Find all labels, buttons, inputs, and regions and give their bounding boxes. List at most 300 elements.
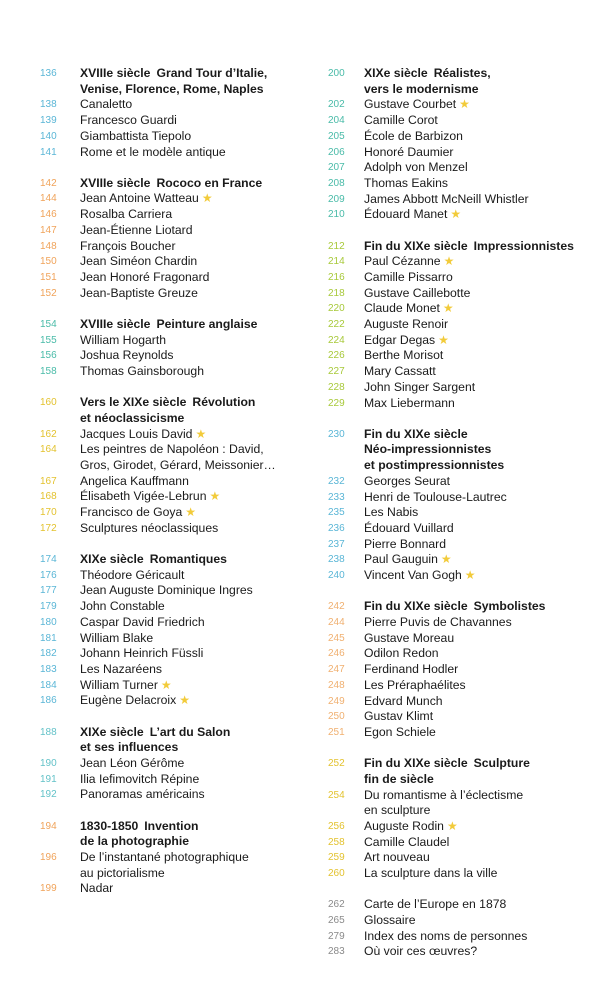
page-number: 262 [328, 899, 345, 911]
star-icon: ★ [201, 191, 213, 206]
page-number: 194 [40, 820, 57, 832]
entry-text [80, 631, 310, 647]
entry-title: au pictorialisme [80, 865, 165, 880]
page-number: 279 [328, 930, 345, 942]
page-number: 196 [40, 851, 57, 863]
toc-entry-jean-baptiste-greuze [40, 286, 310, 302]
entry-title: Edgar Degas [364, 332, 436, 347]
toc-entry-jacques-louis-david [40, 427, 310, 443]
toc-entry-les-preraphaelites [328, 678, 568, 694]
page-number: 170 [40, 507, 57, 519]
section-title: Réalistes, [433, 66, 491, 80]
toc-entry-pierre-bonnard [328, 537, 568, 553]
entry-text [80, 474, 310, 490]
toc-entry-paul-cezanne [328, 254, 568, 270]
section-title: et néoclassicisme [80, 410, 185, 425]
entry-text [80, 348, 310, 364]
toc-entry-ecole-de-barbizon [328, 129, 568, 145]
entry-text [364, 756, 568, 772]
page-number: 207 [328, 162, 345, 174]
toc-entry-francisco-de-goya [40, 505, 310, 521]
entry-title: François Boucher [80, 238, 176, 253]
entry-title: Vincent Van Gogh [364, 568, 462, 583]
toc-entry-giambattista-tiepolo [40, 129, 310, 145]
entry-text [80, 113, 310, 129]
page-number: 224 [328, 334, 345, 346]
section-title: Rococo en France [156, 175, 263, 190]
entry-title: Joshua Reynolds [80, 348, 174, 363]
toc-entry-gustave-caillebotte [328, 286, 568, 302]
entry-title: Mary Cassatt [364, 364, 436, 379]
page-number: 249 [328, 695, 345, 707]
toc-section [40, 317, 310, 380]
entry-title: Art nouveau [364, 850, 430, 865]
toc-entry-william-turner [40, 678, 310, 694]
section-heading-line [40, 176, 310, 192]
page-number: 148 [40, 240, 57, 252]
entry-title: Gustave Courbet [364, 97, 457, 112]
entry-title: Eugène Delacroix [80, 693, 177, 708]
entry-title: Théodore Géricault [80, 567, 185, 582]
entry-title: Sculptures néoclassiques [80, 520, 219, 535]
entry-title: Gustav Klimt [364, 709, 434, 724]
toc-entry-francois-boucher [40, 239, 310, 255]
entry-text [80, 772, 310, 788]
page-number: 283 [328, 946, 345, 958]
entry-title: Édouard Manet [364, 207, 448, 222]
entry-text [364, 788, 568, 804]
entry-text [80, 364, 310, 380]
entry-text [80, 411, 310, 427]
toc-entry-angelica-kauffmann [40, 474, 310, 490]
period-label: XVIIIe siècle [80, 175, 151, 190]
period-label: Fin du XIXe siècle [364, 238, 468, 253]
section-title: et ses influences [80, 740, 179, 755]
page-number: 155 [40, 334, 57, 346]
page-number: 226 [328, 350, 345, 362]
section-heading-line [40, 740, 310, 756]
entry-title: William Blake [80, 630, 154, 645]
entry-text [80, 552, 310, 568]
toc-entry-eugene-delacroix [40, 693, 310, 709]
entry-text [80, 819, 310, 835]
entry-text [364, 254, 568, 270]
entry-text [364, 678, 568, 694]
page-number: 214 [328, 256, 345, 268]
entry-text [80, 458, 310, 474]
entry-text [364, 944, 568, 960]
entry-text [80, 333, 310, 349]
page-number: 248 [328, 679, 345, 691]
entry-text [364, 552, 568, 568]
page-number: 190 [40, 757, 57, 769]
page-number: 180 [40, 616, 57, 628]
page-number: 218 [328, 287, 345, 299]
toc-entry-berthe-morisot [328, 348, 568, 364]
page-number: 233 [328, 491, 345, 503]
entry-title: Gustave Caillebotte [364, 285, 471, 300]
entry-title: Canaletto [80, 97, 133, 112]
entry-text [364, 317, 568, 333]
page-number: 237 [328, 538, 345, 550]
entry-text [364, 819, 568, 835]
entry-text [364, 442, 568, 458]
section-heading-line [40, 819, 310, 835]
page-number: 139 [40, 115, 57, 127]
toc-entry-edvard-munch [328, 694, 568, 710]
toc-section [40, 552, 310, 709]
page-number: 235 [328, 507, 345, 519]
entry-text [364, 662, 568, 678]
entry-title: Index des noms de personnes [364, 928, 528, 943]
entry-text [80, 66, 310, 82]
entry-text [364, 66, 568, 82]
entry-text [364, 192, 568, 208]
page-number: 216 [328, 271, 345, 283]
entry-text [80, 427, 310, 443]
period-label: XIXe siècle [80, 724, 144, 739]
entry-title: Jean-Étienne Liotard [80, 222, 193, 237]
star-icon: ★ [160, 677, 172, 692]
entry-text [364, 301, 568, 317]
toc-entry-odilon-redon [328, 646, 568, 662]
toc-entry-ou-voir-ces-uvres [328, 944, 568, 960]
entry-text [80, 646, 310, 662]
entry-title: John Constable [80, 599, 165, 614]
toc-entry-theodore-gericault [40, 568, 310, 584]
entry-title: Jean Auguste Dominique Ingres [80, 583, 253, 598]
page-number: 179 [40, 601, 57, 613]
page-number: 183 [40, 663, 57, 675]
section-heading-line [328, 756, 568, 772]
entry-text [80, 834, 310, 850]
entry-title: Panoramas américains [80, 787, 205, 802]
toc-entry-gustav-klimt [328, 709, 568, 725]
star-icon: ★ [440, 552, 452, 567]
star-icon: ★ [446, 818, 458, 833]
toc-entry-vincent-van-gogh [328, 568, 568, 584]
toc-entry-paul-gauguin [328, 552, 568, 568]
toc-entry-georges-seurat [328, 474, 568, 490]
entry-text [364, 568, 568, 584]
star-icon: ★ [185, 505, 197, 520]
entry-text [80, 317, 310, 333]
period-label: Fin du XIXe siècle [364, 599, 468, 614]
page-number: 144 [40, 193, 57, 205]
page-number: 260 [328, 868, 345, 880]
toc-entry-gustave-moreau [328, 631, 568, 647]
page-number: 186 [40, 695, 57, 707]
toc-entry-mary-cassatt [328, 364, 568, 380]
entry-text [364, 97, 568, 113]
entry-text [364, 866, 568, 882]
entry-title: Rome et le modèle antique [80, 144, 226, 159]
page-number: 259 [328, 852, 345, 864]
entry-text [80, 129, 310, 145]
entry-text [80, 740, 310, 756]
entry-title: Thomas Gainsborough [80, 363, 204, 378]
entry-text [80, 145, 310, 161]
entry-title: Francesco Guardi [80, 113, 177, 128]
section-title: fin de siècle [364, 771, 434, 786]
section-heading-line [328, 238, 574, 255]
section-heading-line [40, 725, 310, 741]
entry-text [80, 97, 310, 113]
entry-title: Gros, Girodet, Gérard, Meissonier… [80, 457, 276, 472]
page-number: 205 [328, 130, 345, 142]
page-number: 182 [40, 648, 57, 660]
entry-title: Où voir ces œuvres? [364, 944, 478, 959]
entry-text [364, 505, 568, 521]
toc-entry-les-nazareens [40, 662, 310, 678]
toc-entry-camille-claudel [328, 835, 568, 851]
period-label: XIXe siècle [80, 551, 144, 566]
toc-entry-gros-girodet-gerard-meissonier [40, 458, 310, 474]
entry-text [80, 583, 310, 599]
toc-entry-thomas-gainsborough [40, 364, 310, 380]
entry-text [80, 286, 310, 302]
toc-entry-edouard-vuillard [328, 521, 568, 537]
entry-text [80, 239, 310, 255]
entry-text [80, 678, 310, 694]
entry-title: Jean Antoine Watteau [80, 191, 199, 206]
entry-text [80, 756, 310, 772]
section-heading-line [40, 834, 310, 850]
page-number: 158 [40, 365, 57, 377]
entry-text [80, 615, 310, 631]
page-number: 192 [40, 789, 57, 801]
toc-entry-carte-de-l-europe-en-1878 [328, 897, 568, 913]
page-number: 140 [40, 130, 57, 142]
entry-title: Camille Corot [364, 113, 438, 128]
entry-title: Les peintres de Napoléon : David, [80, 442, 264, 457]
page-number: 244 [328, 617, 345, 628]
entry-title: Les Nazaréens [80, 661, 162, 676]
page-number: 199 [40, 883, 57, 895]
toc-entry-max-liebermann [328, 396, 568, 412]
toc-entry-henri-de-toulouse-lautrec [328, 490, 568, 506]
toc-entry-caspar-david-friedrich [40, 615, 310, 631]
entry-text [80, 693, 310, 709]
page-number: 232 [328, 475, 345, 487]
period-label: 1830-1850 [80, 818, 139, 833]
entry-text [364, 396, 568, 412]
entry-text [80, 254, 310, 270]
page-number: 156 [40, 350, 57, 362]
toc-section [328, 897, 568, 960]
section-heading-line [328, 82, 568, 98]
entry-title: Berthe Morisot [364, 348, 444, 363]
entry-title: Honoré Daumier [364, 144, 454, 159]
entry-text [364, 599, 568, 615]
entry-title: Caspar David Friedrich [80, 614, 205, 629]
entry-text [80, 599, 310, 615]
page-number: 138 [40, 99, 57, 111]
entry-text [364, 129, 568, 145]
page-number: 227 [328, 366, 345, 378]
entry-text [364, 646, 568, 662]
page-number: 250 [328, 711, 345, 723]
entry-text [364, 364, 568, 380]
entry-title: Paul Cézanne [364, 254, 441, 269]
entry-text [80, 176, 310, 192]
entry-title: Les Préraphaélites [364, 677, 466, 692]
toc-entry-du-romantisme-a-l-eclectisme [328, 788, 568, 804]
section-title: et postimpressionnistes [364, 458, 505, 473]
entry-text [364, 427, 568, 443]
entry-title: Du romantisme à l’éclectisme [364, 787, 524, 802]
toc-entry-james-abbott-mcneill-whistler [328, 192, 568, 208]
star-icon: ★ [450, 207, 462, 222]
section-title: vers le modernisme [364, 81, 479, 96]
entry-title: Max Liebermann [364, 395, 455, 410]
section-title: L’art du Salon [149, 724, 231, 739]
page-number: 245 [328, 632, 345, 644]
entry-text [80, 866, 310, 882]
toc-entry-les-peintres-de-napoleon-david [40, 442, 310, 458]
page-number: 236 [328, 522, 345, 534]
entry-text [80, 223, 310, 239]
toc-entry-nadar [40, 881, 310, 897]
toc-entry-jean-leon-gerome [40, 756, 310, 772]
star-icon: ★ [464, 568, 476, 583]
page-number: 177 [40, 585, 57, 597]
toc-entry-william-hogarth [40, 333, 310, 349]
page-number: 254 [328, 789, 345, 801]
entry-text [80, 850, 310, 866]
toc-entry-camille-corot [328, 113, 568, 129]
entry-text [364, 239, 574, 255]
entry-title: Jean Léon Gérôme [80, 755, 185, 770]
page-number: 265 [328, 914, 345, 926]
toc-entry-panoramas-americains [40, 787, 310, 803]
period-label: XVIIIe siècle [80, 316, 151, 331]
toc-entry-edouard-manet [328, 207, 568, 223]
toc-entry-jean-auguste-dominique-ingres [40, 583, 310, 599]
entry-text [364, 803, 568, 819]
entry-text [364, 521, 568, 537]
section-title: Peinture anglaise [156, 316, 258, 331]
entry-text [364, 725, 568, 741]
entry-title: Glossaire [364, 912, 416, 927]
entry-title: Élisabeth Vigée-Lebrun [80, 489, 207, 504]
toc-entry-honore-daumier [328, 145, 568, 161]
entry-text [364, 145, 568, 161]
section-heading-line [328, 427, 568, 443]
section-heading-line [40, 552, 310, 568]
section-heading-line [328, 458, 568, 474]
page-number: 251 [328, 726, 345, 738]
toc-entry-jean-simeon-chardin [40, 254, 310, 270]
entry-title: Auguste Renoir [364, 317, 449, 332]
entry-title: Auguste Rodin [364, 818, 444, 833]
toc-section [328, 427, 568, 584]
entry-text [364, 850, 568, 866]
entry-title: Les Nabis [364, 505, 419, 520]
entry-title: Camille Claudel [364, 834, 450, 849]
entry-text [364, 474, 568, 490]
page-number: 242 [328, 601, 345, 613]
section-heading-line [40, 66, 310, 82]
entry-text [364, 176, 568, 192]
page-number: 220 [328, 303, 345, 315]
page-number: 210 [328, 209, 345, 221]
entry-title: Claude Monet [364, 301, 440, 316]
section-title: Sculpture [473, 756, 530, 771]
toc-entry-jean-honore-fragonard [40, 270, 310, 286]
page-number: 152 [40, 287, 57, 299]
section-title: Impressionnistes [473, 238, 574, 253]
entry-text [80, 787, 310, 803]
entry-text [80, 395, 310, 411]
toc-entry-egon-schiele [328, 725, 568, 741]
entry-title: William Turner [80, 677, 158, 692]
toc-entry-la-sculpture-dans-la-ville [328, 866, 568, 882]
entry-title: William Hogarth [80, 332, 167, 347]
page-number: 147 [40, 224, 57, 236]
page-number: 142 [40, 177, 57, 189]
toc-section [40, 176, 310, 302]
toc-entry-ilia-iefimovitch-repine [40, 772, 310, 788]
toc-left-column [40, 66, 310, 913]
page-number: 136 [40, 68, 57, 79]
entry-title: Pierre Puvis de Chavannes [364, 615, 512, 629]
entry-title: Ilia Iefimovitch Répine [80, 771, 200, 786]
toc-section [40, 395, 310, 536]
period-label: Fin du XIXe siècle [364, 756, 468, 771]
entry-text [80, 82, 310, 98]
entry-title: Adolph von Menzel [364, 160, 468, 175]
entry-title: Carte de l’Europe en 1878 [364, 897, 507, 912]
entry-title: en sculpture [364, 803, 431, 818]
entry-title: Jean Honoré Fragonard [80, 269, 210, 284]
toc-entry-william-blake [40, 631, 310, 647]
entry-text [364, 772, 568, 788]
toc-entry-gustave-courbet [328, 97, 568, 113]
entry-text [364, 207, 568, 223]
toc-entry-index-des-noms-de-personnes [328, 929, 568, 945]
star-icon: ★ [209, 489, 221, 504]
entry-title: École de Barbizon [364, 128, 463, 143]
entry-text [364, 82, 568, 98]
star-icon: ★ [179, 693, 190, 708]
page-number: 256 [328, 820, 345, 832]
page-number: 238 [328, 554, 345, 566]
period-label: XIXe siècle [364, 66, 428, 80]
toc-entry-francesco-guardi [40, 113, 310, 129]
entry-text [80, 270, 310, 286]
entry-text [364, 160, 568, 176]
toc-entry-adolph-von-menzel [328, 160, 568, 176]
entry-text [364, 270, 568, 286]
toc-entry-auguste-renoir [328, 317, 568, 333]
star-icon: ★ [195, 426, 207, 441]
entry-text [80, 442, 310, 458]
star-icon: ★ [443, 254, 455, 269]
page-number: 222 [328, 319, 345, 331]
entry-title: Georges Seurat [364, 473, 451, 488]
page-number: 209 [328, 193, 345, 205]
entry-title: James Abbott McNeill Whistler [364, 191, 529, 206]
section-heading-line [40, 82, 310, 98]
page-number: 240 [328, 570, 345, 582]
star-icon: ★ [459, 97, 470, 112]
entry-title: Edvard Munch [364, 693, 443, 708]
entry-title: Angelica Kauffmann [80, 473, 189, 488]
toc-entry-rosalba-carriera [40, 207, 310, 223]
entry-text [364, 913, 568, 929]
page-number: 184 [40, 679, 57, 691]
